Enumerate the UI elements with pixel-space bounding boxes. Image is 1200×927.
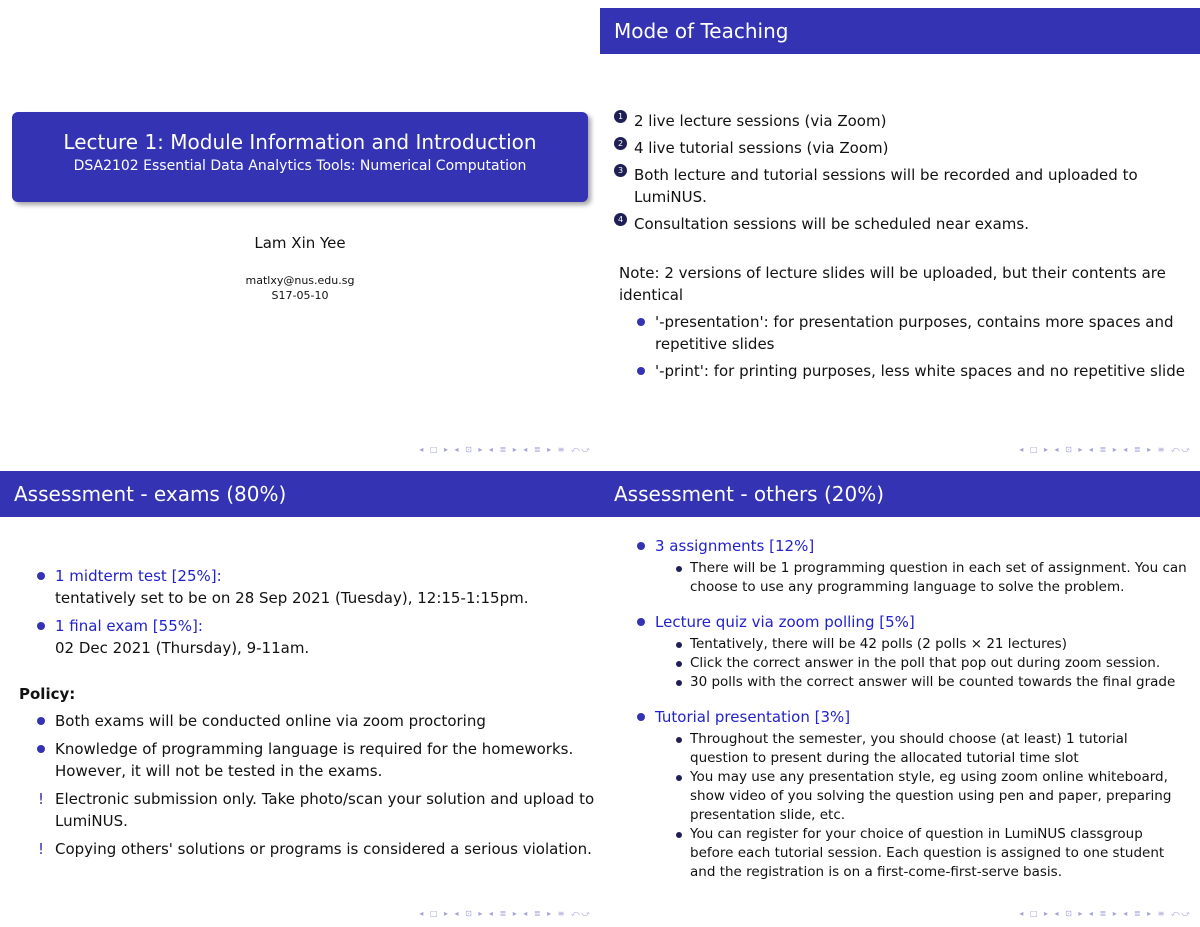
list-item-text: Both exams will be conducted online via zoom proctoring [55,712,486,730]
bullet-icon [637,542,645,550]
number-icon: 1 [614,110,627,123]
author: Lam Xin Yee [254,234,346,252]
list-item [600,213,1190,235]
section-heading [600,611,1190,633]
slide-assessment-exams [0,463,600,927]
exam-heading: 1 midterm test [25%]: [55,567,222,585]
list-item-text: 2 live lecture sessions (via Zoom) [634,112,887,130]
beamer-nav-icons[interactable]: ◂ □ ▸ ◂ ⊡ ▸ ◂ ≣ ▸ ◂ ≣ ▸ ≡ ⤺⤻ [1019,445,1192,454]
list-item-text: Electronic submission only. Take photo/scan your solution and upload to LumiNUS. [55,790,595,830]
sub-item [600,654,1190,673]
number-icon: 3 [614,164,627,177]
beamer-nav-icons[interactable]: ◂ □ ▸ ◂ ⊡ ▸ ◂ ≣ ▸ ◂ ≣ ▸ ≡ ⤺⤻ [419,909,592,918]
list-item [600,164,1190,208]
assessment-sections [600,535,1190,882]
sub-item [600,768,1190,825]
section-heading [600,706,1190,728]
warning-icon: ! [38,790,45,808]
list-item [0,838,596,860]
number-icon: 4 [614,213,627,226]
exam-detail: tentatively set to be on 28 Sep 2021 (Tuesday), 12:15-1:15pm. [55,589,529,607]
bullet-icon [37,572,45,580]
title-block [12,112,588,202]
slide-title-bar: Assessment - others (20%) [600,471,1200,517]
sub-bullet-icon [676,566,682,572]
warning-icon: ! [38,840,45,858]
list-item [0,615,590,659]
sub-bullet-icon [676,661,682,667]
bullet-icon [637,713,645,721]
sub-item-text: You can register for your choice of question in LumiNUS classgroup before each tutorial session. Each question is assigned to one student and the registration is on a first-come-first-serve basis. [690,826,1165,880]
bullet-icon [37,622,45,630]
bullet-icon [637,367,645,375]
list-item [0,565,590,609]
author-email: matlxy@nus.edu.sg [245,274,355,287]
slide-title-bar: Mode of Teaching [600,8,1200,54]
slides-note: Note: 2 versions of lecture slides will be uploaded, but their contents are identical [619,264,1166,304]
lecture-title: Lecture 1: Module Information and Introduction [63,130,537,154]
note-bullets [600,311,1196,382]
bullet-icon [637,318,645,326]
list-item-text: 4 live tutorial sessions (via Zoom) [634,139,889,157]
list-item-text: Consultation sessions will be scheduled near exams. [634,215,1029,233]
list-item [0,738,596,782]
sub-bullet-icon [676,832,682,838]
sub-item-text: There will be 1 programming question in each set of assignment. You can choose to use any programming language to solve the problem. [690,560,1187,595]
sub-item-text: Throughout the semester, you should choose (at least) 1 tutorial question to present during the allocated tutorial time slot [690,731,1128,766]
list-item [600,110,1190,132]
sub-item-text: 30 polls with the correct answer will be counted towards the final grade [690,674,1176,690]
sub-item-text: Tentatively, there will be 42 polls (2 polls × 21 lectures) [690,636,1067,652]
number-icon: 2 [614,137,627,150]
section-heading-text: Lecture quiz via zoom polling [5%] [655,613,915,631]
list-item [0,710,596,732]
sub-item [600,673,1190,692]
section-heading-text: 3 assignments [12%] [655,537,815,555]
beamer-nav-icons[interactable]: ◂ □ ▸ ◂ ⊡ ▸ ◂ ≣ ▸ ◂ ≣ ▸ ≡ ⤺⤻ [419,445,592,454]
sub-item [600,559,1190,597]
numbered-list [600,110,1190,235]
exam-heading: 1 final exam [55%]: [55,617,203,635]
list-item-text: '-presentation': for presentation purposes, contains more spaces and repetitive slides [655,313,1174,353]
author-office: S17-05-10 [271,289,329,302]
section-heading-text: Tutorial presentation [3%] [655,708,851,726]
exam-detail: 02 Dec 2021 (Thursday), 9-11am. [55,639,310,657]
list-item [0,788,596,832]
list-item [600,311,1196,355]
sub-bullet-icon [676,737,682,743]
sub-bullet-icon [676,680,682,686]
sub-bullet-icon [676,775,682,781]
bullet-icon [37,745,45,753]
list-item-text: Copying others' solutions or programs is considered a serious violation. [55,840,592,858]
slide-mode-of-teaching [600,0,1200,463]
list-item-text: Both lecture and tutorial sessions will be recorded and uploaded to LumiNUS. [634,166,1138,206]
sub-item [600,825,1190,882]
beamer-nav-icons[interactable]: ◂ □ ▸ ◂ ⊡ ▸ ◂ ≣ ▸ ◂ ≣ ▸ ≡ ⤺⤻ [1019,909,1192,918]
sub-item [600,730,1190,768]
list-item [600,137,1190,159]
policy-label: Policy: [19,685,76,703]
sub-bullet-icon [676,642,682,648]
sub-item [600,635,1190,654]
sub-item-text: Click the correct answer in the poll that pop out during zoom session. [690,655,1161,671]
exam-list [0,565,590,659]
policy-list [0,710,596,860]
bullet-icon [37,717,45,725]
slide-title [0,0,600,463]
list-item-text: Knowledge of programming language is required for the homeworks. However, it will not be tested in the exams. [55,740,574,780]
section-heading [600,535,1190,557]
course-subtitle: DSA2102 Essential Data Analytics Tools: Numerical Computation [73,158,527,174]
slide-assessment-others [600,463,1200,927]
bullet-icon [637,618,645,626]
sub-item-text: You may use any presentation style, eg using zoom online whiteboard, show video of you solving the question using pen and paper, preparing presentation slide, etc. [690,769,1172,823]
list-item [600,360,1196,382]
list-item-text: '-print': for printing purposes, less white spaces and no repetitive slide [655,362,1185,380]
slide-title-bar: Assessment - exams (80%) [0,471,600,517]
